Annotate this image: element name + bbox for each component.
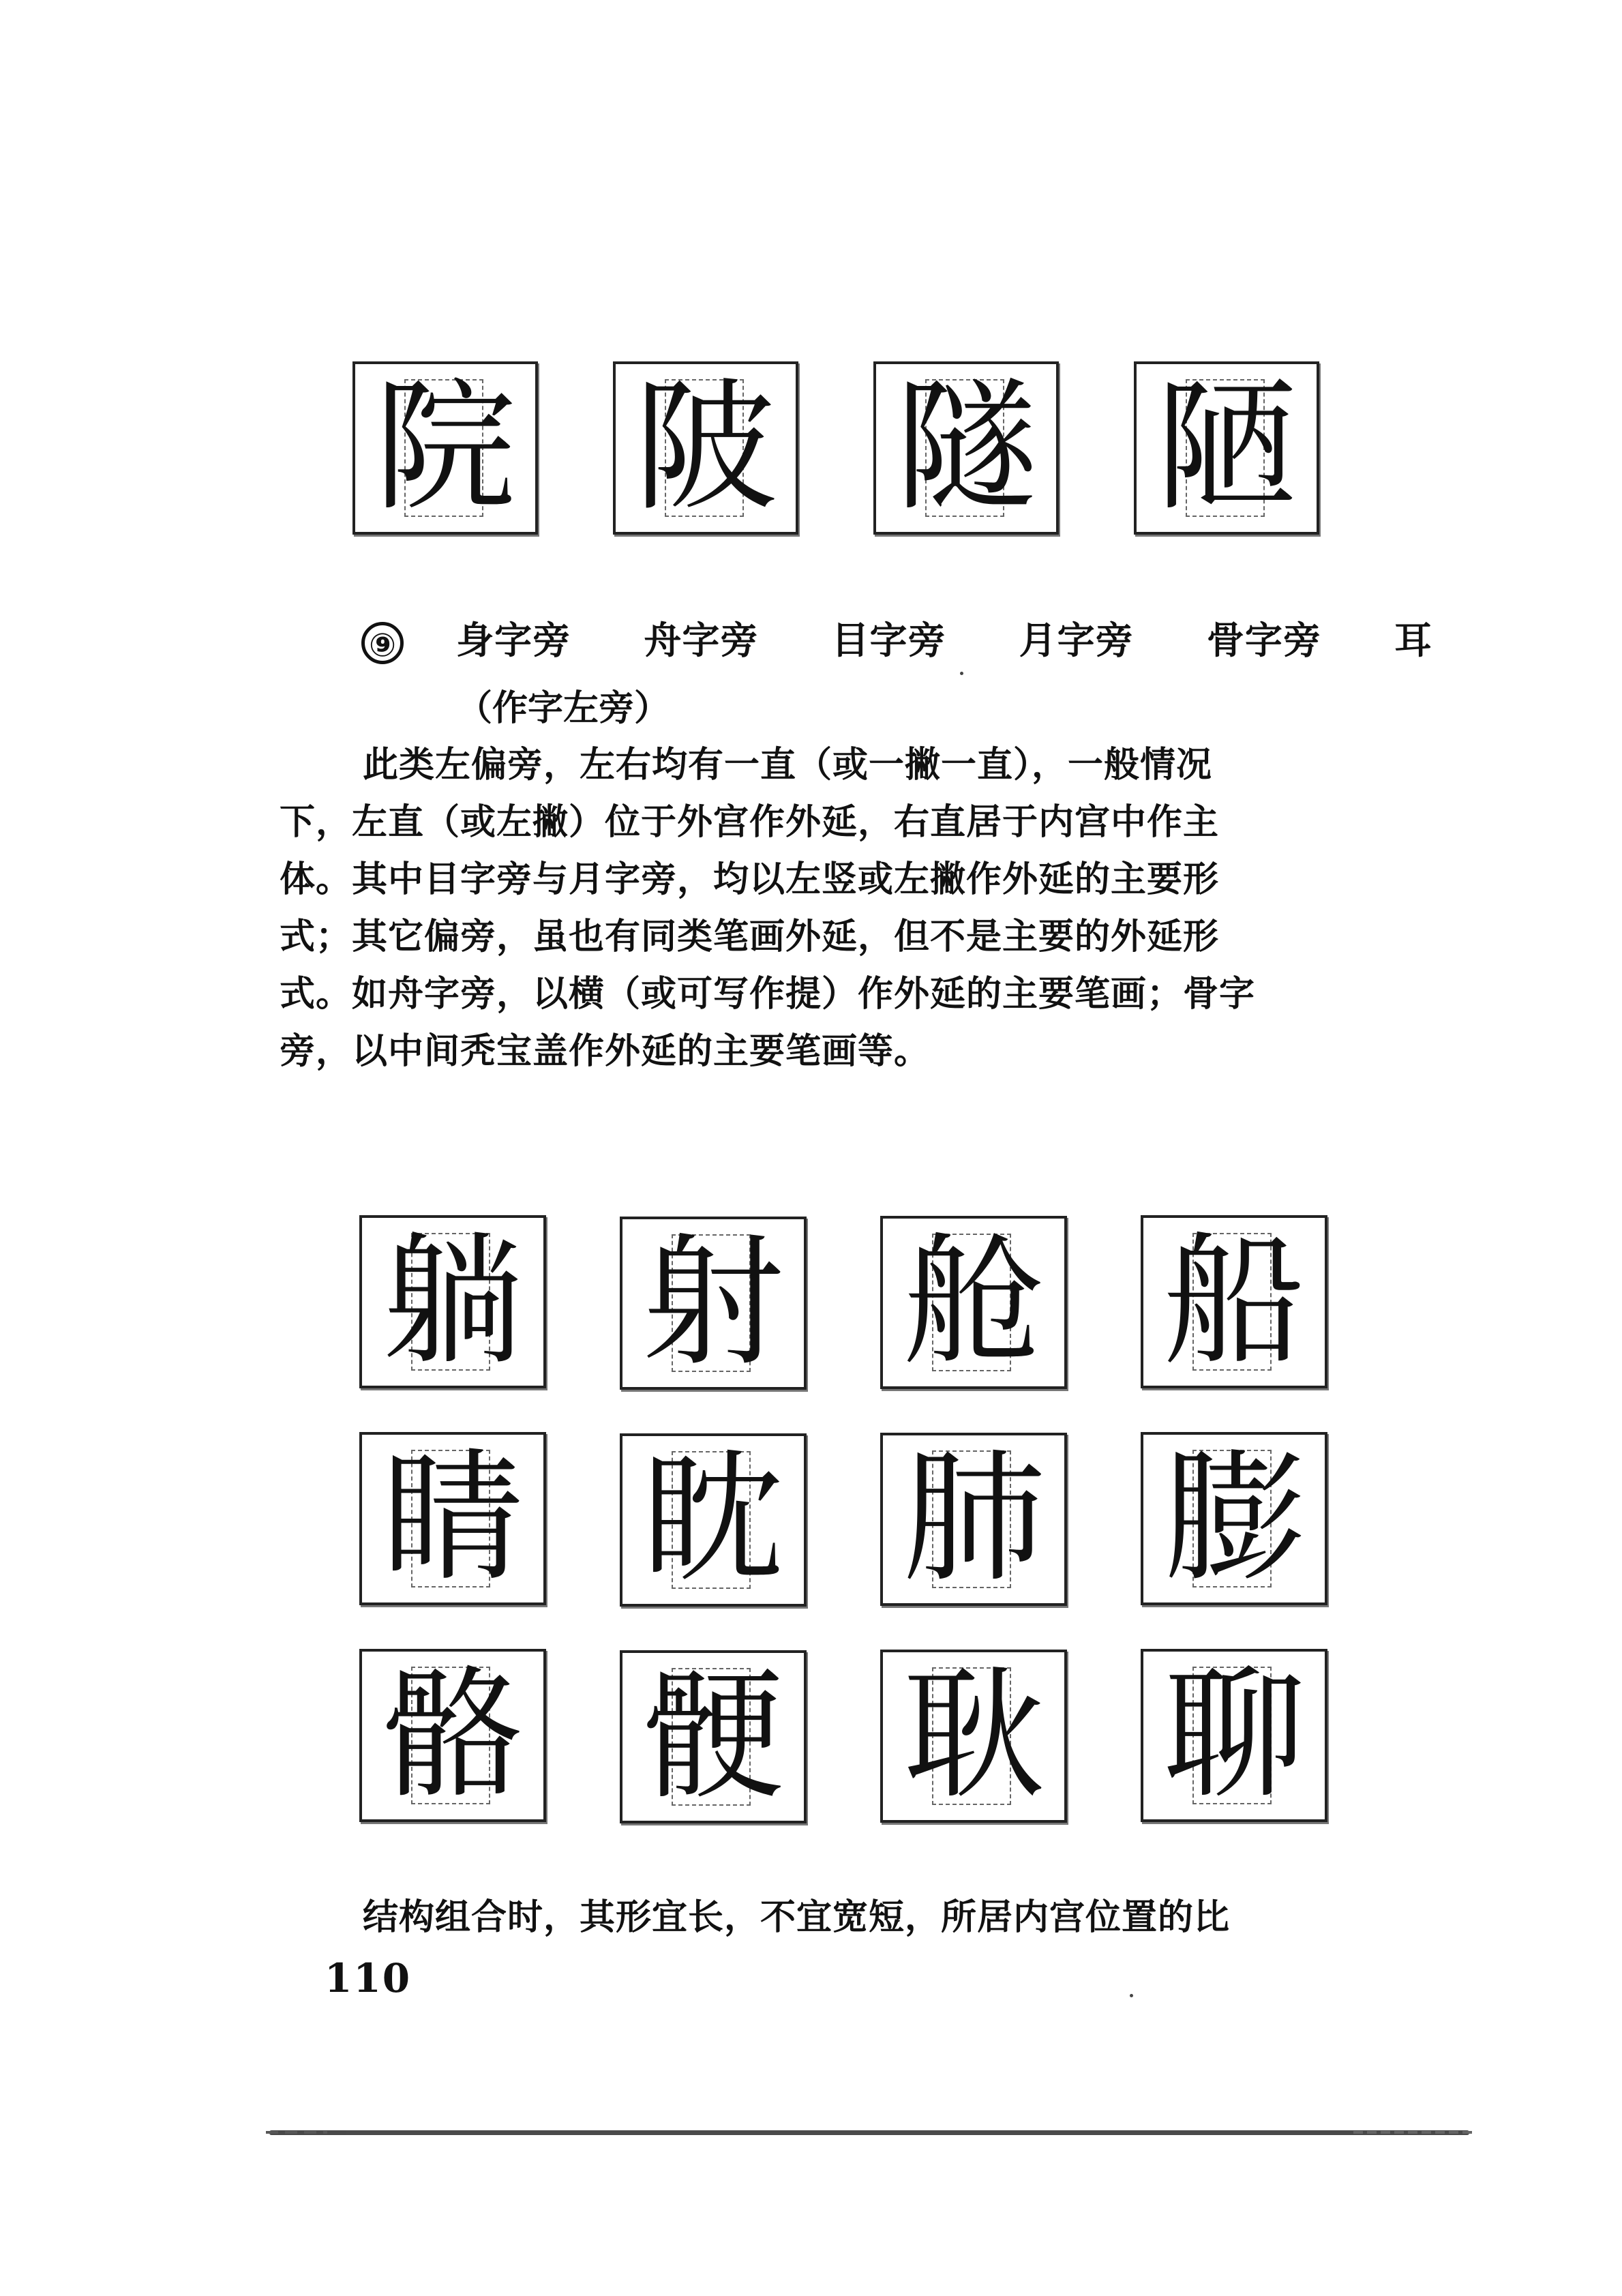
paragraph-line: 式。如舟字旁，以横（或可写作提）作外延的主要笔画；骨字 (280, 973, 1256, 1015)
character-example: 舱 (903, 1220, 1045, 1385)
radical-term: 身字旁 (456, 618, 571, 662)
radical-term: 舟字旁 (644, 618, 759, 662)
bottom-rule (269, 2130, 1469, 2135)
character-example-box (1141, 1432, 1327, 1605)
paragraph-line: 旁，以中间秃宝盖作外延的主要笔画等。 (280, 1030, 931, 1072)
character-example-box (880, 1433, 1067, 1606)
page-number: 110 (325, 1955, 412, 2001)
character-example-box (1141, 1215, 1327, 1388)
character-example: 骼 (382, 1653, 524, 1818)
section-note: （作字左旁） (457, 688, 670, 729)
character-example: 睛 (382, 1436, 524, 1601)
character-example: 射 (642, 1221, 784, 1386)
paragraph-line: 体。其中目字旁与月字旁，均以左竖或左撇作外延的主要形 (280, 859, 1220, 900)
character-example: 耿 (903, 1654, 1045, 1819)
top-character-examples (352, 361, 1319, 535)
character-example: 陂 (635, 366, 777, 531)
radical-term: 目字旁 (831, 618, 946, 662)
character-example-box (1134, 361, 1319, 535)
radical-section-heading (361, 616, 1439, 664)
paragraph-line: 式；其它偏旁，虽也有同类笔画外延，但不是主要的外延形 (280, 916, 1220, 957)
radical-term: 月字旁 (1019, 618, 1134, 662)
character-example-box (620, 1650, 807, 1823)
section-number: ⑨ (361, 622, 404, 664)
character-example: 骾 (642, 1654, 784, 1819)
character-example-box (873, 361, 1059, 535)
character-example-box (1141, 1649, 1327, 1822)
character-example: 院 (374, 366, 516, 531)
radical-term: 耳 (1394, 618, 1433, 662)
character-example-box (613, 361, 798, 535)
character-example: 陋 (1156, 366, 1297, 531)
character-example-box (620, 1217, 807, 1390)
print-speck (1130, 1994, 1133, 1997)
character-example-box (359, 1649, 546, 1822)
character-example: 膨 (1163, 1436, 1305, 1601)
character-example: 肺 (903, 1437, 1045, 1602)
paragraph-line: 此类左偏旁，左右均有一直（或一撇一直），一般情况 (363, 744, 1213, 786)
character-example-box (359, 1215, 546, 1388)
paragraph-line: 下，左直（或左撇）位于外宫作外延，右直居于内宫中作主 (280, 801, 1220, 843)
character-example-box (880, 1650, 1067, 1823)
character-example-box (359, 1432, 546, 1605)
character-example-box (620, 1433, 807, 1607)
character-example: 眈 (642, 1437, 784, 1602)
character-example-box (352, 361, 538, 535)
continuation-paragraph-line: 结构组合时，其形宜长，不宜宽短，所居内宫位置的比 (363, 1896, 1231, 1938)
print-speck (960, 672, 963, 675)
character-example: 聊 (1163, 1653, 1305, 1818)
character-example: 躺 (382, 1219, 524, 1384)
explanation-paragraph (280, 736, 1433, 1118)
character-example: 隧 (895, 366, 1037, 531)
character-example: 船 (1163, 1219, 1305, 1384)
radical-term: 骨字旁 (1206, 618, 1321, 662)
radical-character-examples (359, 1215, 1327, 1822)
character-example-box (880, 1216, 1067, 1389)
